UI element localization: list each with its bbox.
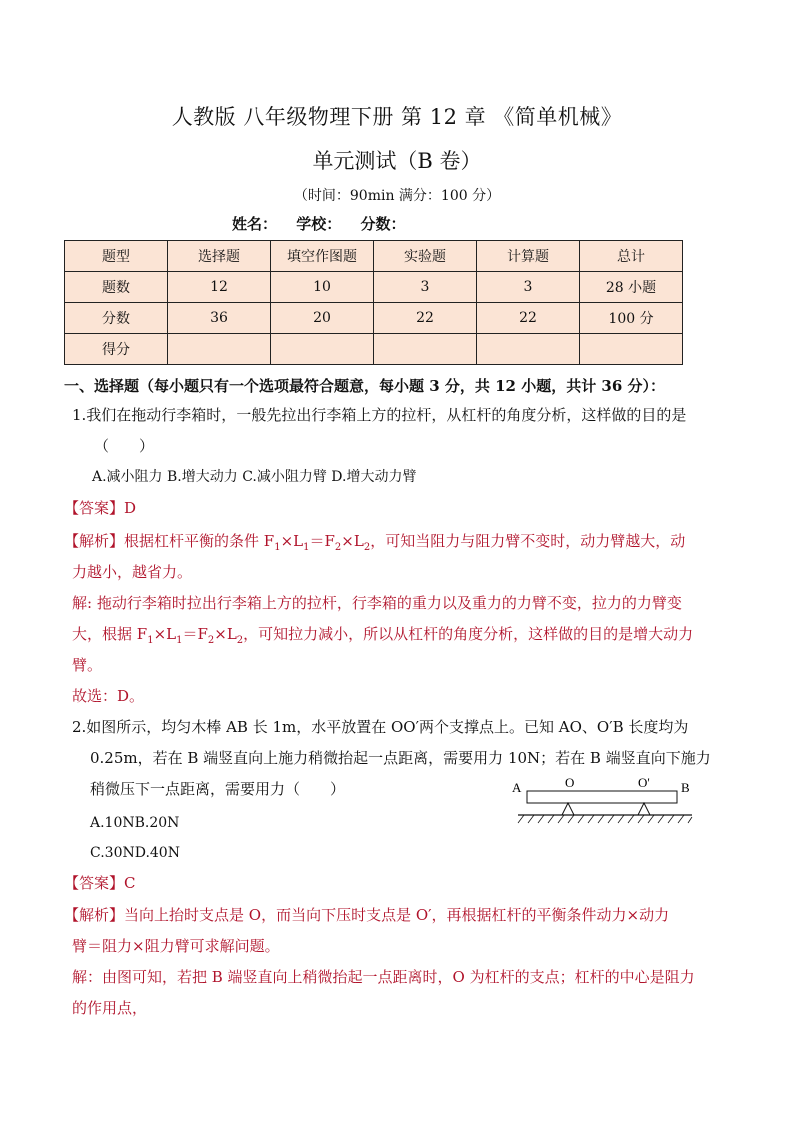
table-cell: 题数: [65, 272, 168, 303]
q2-analysis-cont: 臂＝阻力×阻力臂可求解问题。: [72, 937, 280, 955]
table-cell: 总计: [580, 241, 683, 272]
table-cell: [374, 334, 477, 365]
table-cell: 选择题: [168, 241, 271, 272]
label-b: B: [681, 780, 690, 795]
table-cell: [168, 334, 271, 365]
analysis-text: 当向上抬时支点是 O，而当向下压时支点是 O′，再根据杠杆的平衡条件动力×动力: [124, 906, 670, 924]
solve-text: ＝F: [182, 625, 208, 643]
table-cell: 12: [168, 272, 271, 303]
q2-analysis: [64, 900, 669, 931]
analysis-text: ＝F: [309, 532, 335, 550]
analysis-text: ×L: [280, 532, 304, 550]
answer-value: D: [124, 499, 137, 517]
solve-text: ×L: [214, 625, 237, 643]
q2-stem-line2: 0.25m，若在 B 端竖直向上施力稍微抬起一点距离，需要用力 10N；若在 B 端竖直向下施力: [90, 749, 711, 767]
q2-stem-line1: 2.如图所示，均匀木棒 AB 长 1m，水平放置在 OO′两个支撑点上。已知 AO、O′B 长度均为: [72, 718, 689, 736]
q2-answer: [64, 868, 136, 899]
subscript: 2: [236, 635, 244, 646]
subscript: 1: [147, 635, 154, 646]
q2-options-line1: A.10NB.20N: [90, 815, 180, 831]
q2-solve-line1: 解：由图可知，若把 B 端竖直向上稍微抬起一点距离时，O 为杠杆的支点；杠杆的中心是阻力: [72, 968, 695, 986]
table-row: [65, 272, 683, 303]
analysis-text: 根据杠杆平衡的条件 F: [124, 532, 275, 550]
analysis-tag: 【解析】: [64, 532, 125, 550]
page-subtitle: 单元测试（B 卷）: [312, 149, 482, 173]
answer-tag: 【答案】: [64, 499, 125, 517]
q2-options-line2: C.30ND.40N: [90, 845, 180, 861]
table-cell: 28 小题: [580, 272, 683, 303]
analysis-tag: 【解析】: [64, 906, 125, 924]
table-cell: 填空作图题: [271, 241, 374, 272]
answer-value: C: [124, 874, 136, 892]
table-cell: 100 分: [580, 303, 683, 334]
score-table: [64, 240, 683, 365]
answer-tag: 【答案】: [64, 874, 125, 892]
q2-solve-line2: 的作用点，: [72, 999, 148, 1017]
table-cell: 3: [477, 272, 580, 303]
table-row: [65, 334, 683, 365]
support-o-prime: [638, 803, 650, 815]
q1-choose: 故选：D。: [72, 687, 145, 705]
q1-options: A.减小阻力 B.增大动力 C.减小阻力臂 D.增大动力臂: [92, 469, 417, 485]
table-cell: 分数: [65, 303, 168, 334]
lever-diagram: [510, 770, 700, 830]
label-o: O: [565, 775, 575, 790]
ground-hatch: [518, 815, 692, 823]
subscript: 1: [303, 542, 310, 553]
name-label: 姓名：: [232, 215, 278, 233]
table-cell: 得分: [65, 334, 168, 365]
label-a: A: [512, 780, 522, 795]
q1-stem: 1.我们在拖动行李箱时，一般先拉出行李箱上方的拉杆，从杠杆的角度分析，这样做的目的是: [72, 406, 687, 424]
section-title: 一、选择题（每小题只有一个选项最符合题意，每小题 3 分，共 12 小题，共计 36 分）：: [64, 377, 666, 395]
table-cell: 22: [374, 303, 477, 334]
table-cell: 20: [271, 303, 374, 334]
analysis-text: ×L: [341, 532, 364, 550]
score-label: 分数：: [360, 215, 406, 233]
analysis-text: ，可知当阻力与阻力臂不变时，动力臂越大，动: [370, 532, 686, 550]
table-cell: 36: [168, 303, 271, 334]
table-cell: 3: [374, 272, 477, 303]
solve-text: ×L: [153, 625, 177, 643]
student-info: [232, 213, 420, 234]
q1-solve-line2: [72, 619, 693, 656]
page-title: 人教版 八年级物理下册 第 12 章 《简单机械》: [171, 105, 623, 129]
solve-text: 大，根据 F: [72, 625, 148, 643]
subscript: 2: [334, 542, 342, 553]
exam-meta: （时间：90min 满分：100 分）: [293, 188, 501, 204]
table-cell: 10: [271, 272, 374, 303]
table-cell: 计算题: [477, 241, 580, 272]
subscript: 1: [176, 635, 183, 646]
table-row: [65, 303, 683, 334]
label-o-prime: O': [638, 775, 650, 790]
wooden-rod: [527, 791, 677, 803]
q1-stem-blank: （ ）: [94, 437, 155, 455]
support-o: [562, 803, 574, 815]
subscript: 2: [363, 542, 371, 553]
table-cell: 22: [477, 303, 580, 334]
table-cell: [271, 334, 374, 365]
table-cell: 题型: [65, 241, 168, 272]
school-label: 学校：: [296, 215, 342, 233]
q1-answer: [64, 493, 136, 524]
table-cell: [477, 334, 580, 365]
subscript: 2: [207, 635, 215, 646]
q2-stem-line3: 稍微压下一点距离，需要用力（ ）: [90, 780, 346, 798]
q1-solve-line1: 解: 拖动行李箱时拉出行李箱上方的拉杆，行李箱的重力以及重力的力臂不变，拉力的力臂变: [72, 594, 682, 612]
q1-analysis-cont: 力越小，越省力。: [72, 563, 193, 581]
table-row: [65, 241, 683, 272]
subscript: 1: [274, 542, 281, 553]
q1-solve-line3: 臂。: [72, 656, 103, 674]
table-cell: 实验题: [374, 241, 477, 272]
solve-text: ，可知拉力减小，所以从杠杆的角度分析，这样做的目的是增大动力: [243, 625, 694, 643]
table-cell: [580, 334, 683, 365]
